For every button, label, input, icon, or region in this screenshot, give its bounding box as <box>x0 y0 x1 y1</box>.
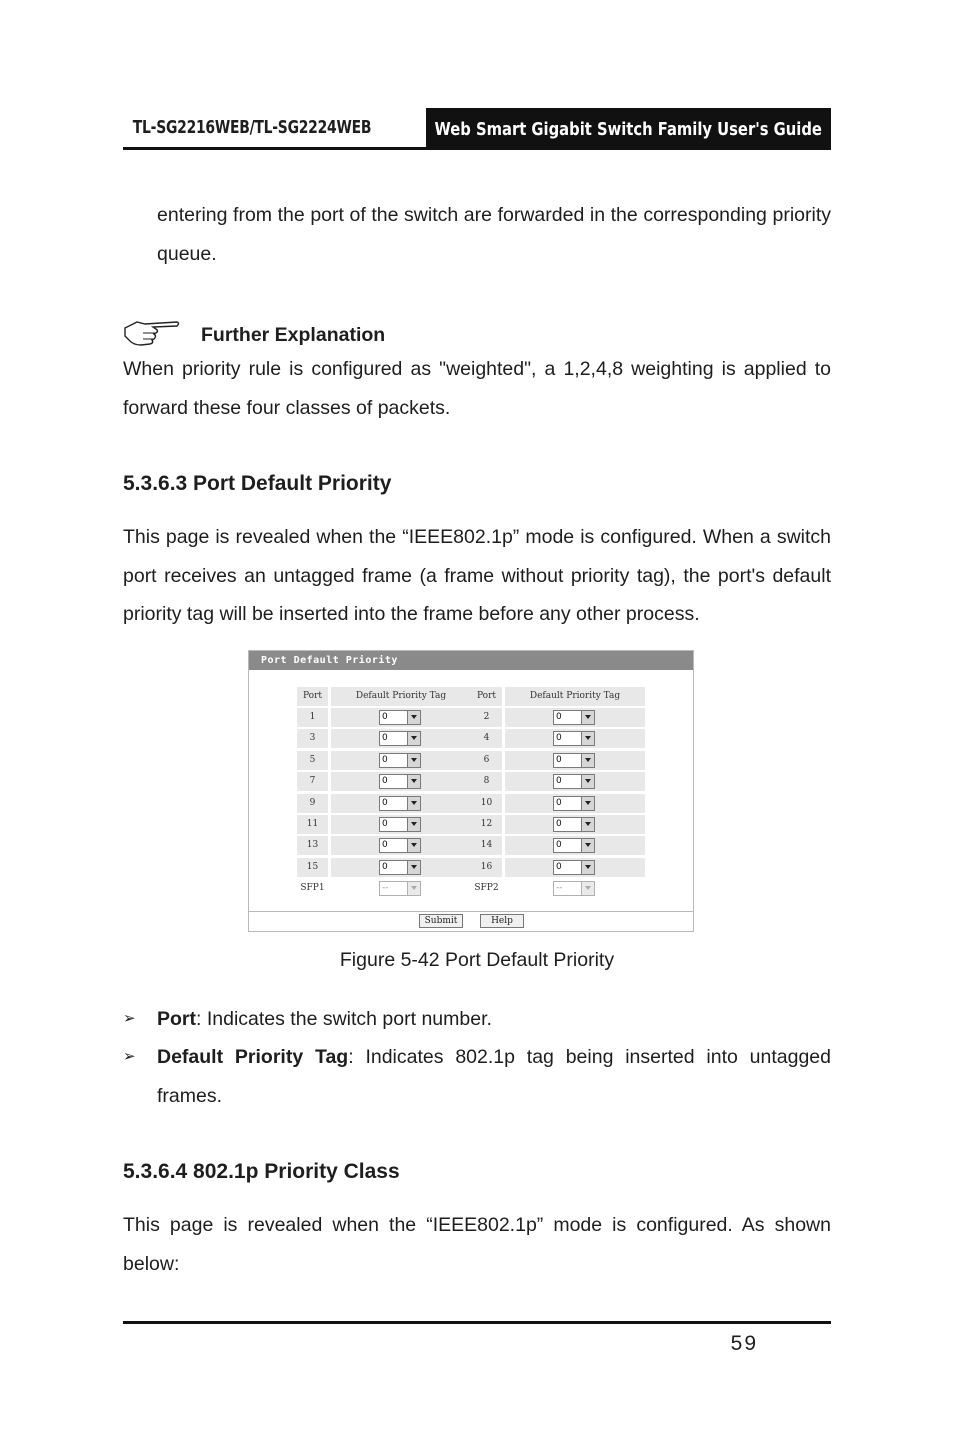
section-title-port-default-priority: 5.3.6.3 Port Default Priority <box>123 472 392 495</box>
submit-button[interactable]: Submit <box>419 914 463 928</box>
priority-tag-value: 0 <box>556 776 562 787</box>
priority-tag-value: 0 <box>556 861 562 872</box>
dropdown-arrow-icon[interactable] <box>581 775 594 788</box>
priority-tag-value: 0 <box>382 840 388 851</box>
port-number: 5 <box>309 754 316 765</box>
port-number: 11 <box>306 819 319 829</box>
dropdown-arrow-icon[interactable] <box>407 754 420 767</box>
section-paragraph-priority-class: This page is revealed when the “IEEE802.1p” mode is configured. As shown below: <box>123 1214 831 1275</box>
port-number: 16 <box>480 861 493 872</box>
priority-tag-select[interactable] <box>553 774 595 789</box>
priority-tag-select[interactable] <box>553 710 595 725</box>
section-paragraph-port-default-priority: This page is revealed when the “IEEE802.1p” mode is configured. When a switch port receives an untagged frame (a frame without priority tag), the port's default priority tag will be inserted into the frame before any other process. <box>123 526 831 625</box>
port-number: 8 <box>483 776 490 787</box>
priority-tag-value: 0 <box>556 797 562 808</box>
priority-tag-value: 0 <box>382 712 388 722</box>
priority-tag-select[interactable] <box>553 796 595 811</box>
dropdown-arrow-icon[interactable] <box>581 754 594 767</box>
port-number: 14 <box>480 840 493 851</box>
dropdown-arrow-icon[interactable] <box>407 818 420 831</box>
column-header-tag-right: Default Priority Tag <box>529 691 621 701</box>
pointing-hand-icon <box>123 318 181 348</box>
priority-tag-value: 0 <box>382 733 388 744</box>
priority-tag-select[interactable] <box>379 731 421 746</box>
priority-tag-select[interactable] <box>553 753 595 768</box>
priority-tag-select[interactable] <box>553 731 595 746</box>
bullet-description: : Indicates the switch port number. <box>196 1008 492 1030</box>
bullet-arrow-icon: ➢ <box>123 1010 136 1027</box>
priority-tag-select[interactable] <box>379 710 421 725</box>
port-default-priority-screenshot <box>248 650 694 932</box>
priority-tag-value: 0 <box>382 861 388 872</box>
priority-tag-value: 0 <box>382 754 388 765</box>
note-text: When priority rule is configured as "weighted", a 1,2,4,8 weighting is applied to forward these four classes of packets. <box>123 358 831 419</box>
guide-title-header <box>426 108 831 150</box>
footer-rule <box>123 1321 831 1324</box>
priority-tag-select[interactable] <box>553 817 595 832</box>
priority-tag-select[interactable] <box>553 860 595 875</box>
page-number: 59 <box>730 1332 758 1355</box>
priority-tag-select[interactable] <box>379 796 421 811</box>
priority-tag-select[interactable] <box>379 838 421 853</box>
port-number: 12 <box>480 819 493 829</box>
priority-tag-select[interactable] <box>379 860 421 875</box>
bullet-port <box>157 1000 831 1039</box>
port-number: SFP1 <box>300 883 325 894</box>
dropdown-arrow-icon <box>581 882 594 895</box>
priority-tag-value: 0 <box>382 776 388 787</box>
panel-title: Port Default Priority <box>249 651 693 670</box>
priority-tag-value: 0 <box>556 712 562 722</box>
dropdown-arrow-icon[interactable] <box>581 711 594 724</box>
bullet-default-priority-tag <box>157 1038 831 1115</box>
port-number: 6 <box>483 754 490 765</box>
document-model-header: TL-SG2216WEB/TL-SG2224WEB <box>132 117 372 138</box>
section-title-priority-class: 5.3.6.4 802.1p Priority Class <box>123 1160 400 1183</box>
priority-tag-select <box>553 881 595 896</box>
dropdown-arrow-icon[interactable] <box>581 732 594 745</box>
intro-paragraph: entering from the port of the switch are forwarded in the corresponding priority queue. <box>157 204 831 265</box>
priority-tag-value: 0 <box>556 733 562 744</box>
port-number: 10 <box>480 797 493 808</box>
port-number: 15 <box>306 861 319 872</box>
port-number: 4 <box>483 733 490 744</box>
dropdown-arrow-icon[interactable] <box>407 711 420 724</box>
dropdown-arrow-icon[interactable] <box>407 732 420 745</box>
dropdown-arrow-icon[interactable] <box>407 775 420 788</box>
guide-title-text: Web Smart Gigabit Switch Family User's Guide <box>434 118 823 140</box>
priority-tag-select[interactable] <box>379 753 421 768</box>
dropdown-arrow-icon[interactable] <box>581 861 594 874</box>
port-number: 3 <box>309 733 316 744</box>
priority-tag-value: -- <box>382 883 389 894</box>
bullet-term: Default Priority Tag <box>157 1046 349 1068</box>
port-number: 2 <box>483 712 490 722</box>
priority-tag-value: 0 <box>556 819 562 829</box>
dropdown-arrow-icon[interactable] <box>407 839 420 852</box>
dropdown-arrow-icon[interactable] <box>581 839 594 852</box>
help-button[interactable]: Help <box>480 914 524 928</box>
bullet-description: : Indicates 802.1p tag being inserted into untagged frames. <box>157 1046 831 1107</box>
dropdown-arrow-icon[interactable] <box>407 797 420 810</box>
column-header-tag-left: Default Priority Tag <box>355 691 447 701</box>
figure-caption: Figure 5-42 Port Default Priority <box>339 949 615 971</box>
priority-tag-value: 0 <box>382 797 388 808</box>
port-number: SFP2 <box>474 883 499 894</box>
dropdown-arrow-icon <box>407 882 420 895</box>
priority-tag-value: 0 <box>382 819 388 829</box>
note-title: Further Explanation <box>201 324 386 346</box>
dropdown-arrow-icon[interactable] <box>581 797 594 810</box>
column-header-port-right: Port <box>476 691 497 701</box>
priority-tag-value: 0 <box>556 754 562 765</box>
bullet-arrow-icon: ➢ <box>123 1048 136 1065</box>
port-number: 1 <box>309 712 316 722</box>
priority-tag-select[interactable] <box>553 838 595 853</box>
priority-tag-value: 0 <box>556 840 562 851</box>
panel-footer-divider <box>249 911 693 912</box>
dropdown-arrow-icon[interactable] <box>581 818 594 831</box>
port-number: 7 <box>309 776 316 787</box>
port-number: 9 <box>309 797 316 808</box>
priority-tag-select <box>379 881 421 896</box>
dropdown-arrow-icon[interactable] <box>407 861 420 874</box>
priority-tag-value: -- <box>556 883 563 894</box>
bullet-term: Port <box>157 1008 196 1030</box>
column-header-port-left: Port <box>302 691 323 701</box>
header-rule <box>123 147 831 150</box>
priority-tag-select[interactable] <box>379 817 421 832</box>
priority-tag-select[interactable] <box>379 774 421 789</box>
port-number: 13 <box>306 840 319 851</box>
